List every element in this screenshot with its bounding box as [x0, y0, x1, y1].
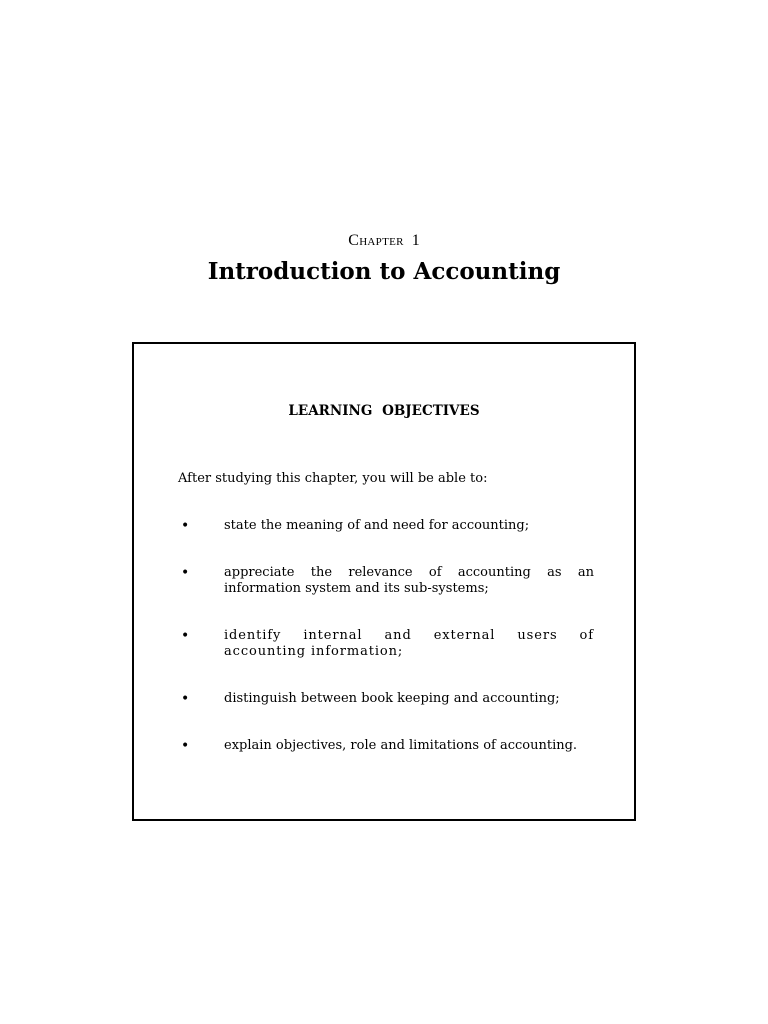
chapter-word: Chapter: [348, 232, 404, 249]
bullet-icon: •: [181, 518, 190, 534]
bullet-icon: •: [181, 628, 191, 644]
objective-item: [178, 628, 594, 660]
objective-text: distinguish between book keeping and accounting;: [224, 691, 560, 706]
learning-objectives-intro: After studying this chapter, you will be able to:: [178, 471, 488, 486]
objective-text: explain objectives, role and limitations of accounting.: [224, 738, 578, 753]
bullet-icon: •: [181, 691, 190, 707]
bullet-icon: •: [181, 738, 190, 754]
objective-text: identify internal and external users of accounting information;: [224, 628, 594, 659]
chapter-label: [0, 231, 768, 251]
objective-item: [178, 738, 594, 754]
learning-objectives-box: [132, 342, 636, 821]
learning-objectives-heading: LEARNING OBJECTIVES: [288, 403, 480, 419]
objective-item: [178, 691, 594, 707]
learning-objectives-list: [178, 518, 594, 754]
objective-item: [178, 518, 594, 534]
objective-item: [178, 565, 594, 597]
objective-text: appreciate the relevance of accounting as an information system and its sub-systems;: [224, 565, 594, 596]
chapter-title: Introduction to Accounting: [207, 258, 561, 285]
chapter-number: 1: [411, 232, 420, 249]
objective-text: state the meaning of and need for accounting;: [224, 518, 530, 533]
bullet-icon: •: [181, 565, 190, 581]
